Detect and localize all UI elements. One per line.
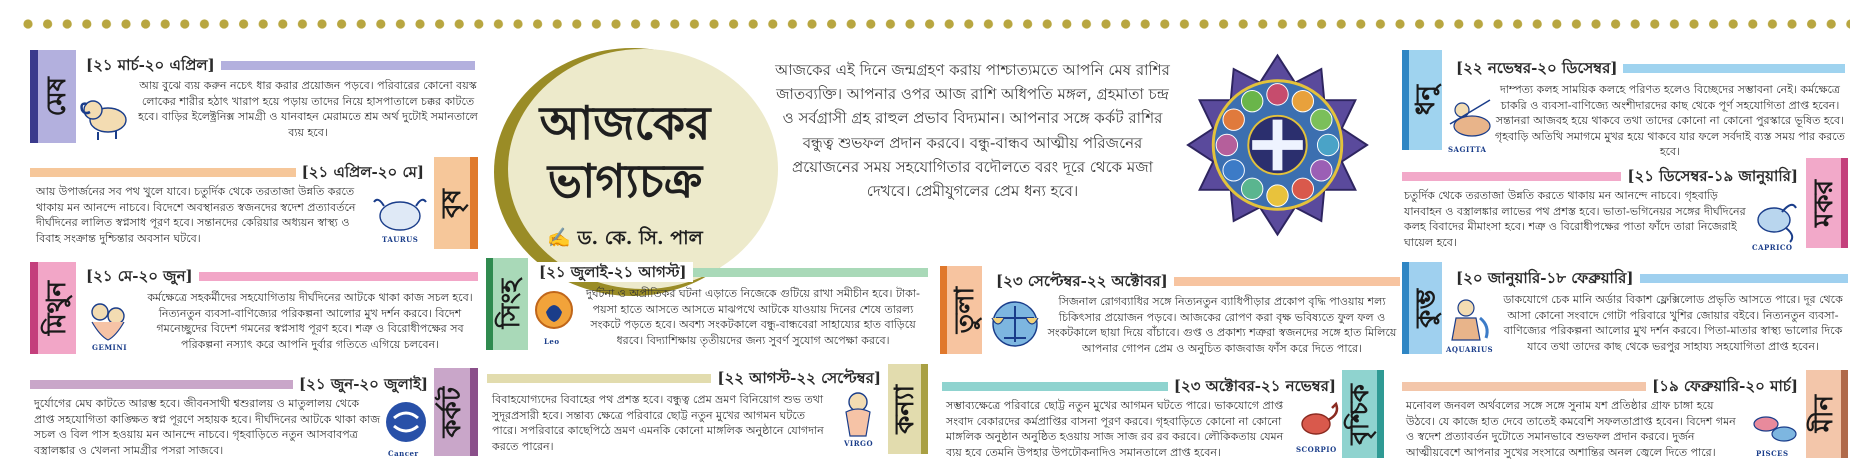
sign-header-brisha bbox=[30, 162, 430, 182]
intro-paragraph: আজকের এই দিনে জন্মগ্রহণ করায় পাশ্চাত্যমতে আপনি মেষ রাশির জাতব্যক্তি। আপনার ওপর আজ রাশি অধিপতি মঙ্গল, গ্রহমাতা চন্দ্র ও সর্বগ্রাসী গ্রহ রাহুল প্রভাব বিদ্যমান। আপনার সঙ্গে কর্কট রাশির বন্ধুত্ব শুভফল প্রদান করবে। বন্ধু-বান্ধব আত্মীয় পরিজনের প্রয়োজনের সময় সহযোগিতার বদৌলতে বরং দূরে থেকে মজা দেখবে। প্রেমীযুগলের প্রেম ধন্য হবে। bbox=[775, 61, 1170, 201]
sign-header-kanya bbox=[487, 368, 887, 388]
sign-header-tula bbox=[990, 271, 1400, 291]
sign-tab-mesh bbox=[30, 50, 76, 143]
sign-name-brishchik: বৃশ্চিক bbox=[1344, 383, 1375, 445]
aries-ram-icon bbox=[76, 90, 132, 142]
libra-scales-icon bbox=[984, 296, 1046, 354]
sign-text-kanya: বিবাহযোগ্যদের বিবাহের পথ প্রশস্ত হবে। বন্ধুত্ব প্রেম ভ্রমণ বিনিয়োগ শুভ তথা সুদূরপ্রসারী হবে। সন্তাব্য ক্ষেত্রে পরিবারে ছোট্ট নতুন মুখের আগমন ঘটতে পারে। সপরিবারে কাছেপিঠে ভ্রমণ এমনকি কোনো মাঙ্গলিক অনুষ্ঠানে যোগদান করতে পারেন। bbox=[492, 393, 824, 453]
color-bar-mithun bbox=[199, 272, 478, 281]
sign-tab-brishchik bbox=[1342, 370, 1384, 458]
color-bar-meen bbox=[1402, 382, 1646, 391]
color-bar-makar bbox=[1402, 172, 1621, 181]
sign-text-kumbha: ডাকযোগে চেক মানি অর্ডার বিকাশ ফ্লেক্সিলোড প্রভৃতি আসতে পারে। দূর থেকে আসা কোনো সংবাদে গোটা পরিবারে খুশির জোয়ার বইবে। নিত্যনতুন ব্যবসা-বাণিজ্যের পরিকল্পনা আলোর মুখ দর্শন করবে। পিতা-মাতার স্বাস্থ্য ভালোর দিকে যাবে তথা তাদের কাছ থেকে ভরপুর সাহায্য সহযোগিতা প্রাপ্ত হবেন। bbox=[1503, 293, 1843, 353]
color-bar-kumbha bbox=[1640, 274, 1848, 283]
scorpio-caption: SCORPIO bbox=[1296, 445, 1337, 454]
sagittarius-caption: SAGITTA bbox=[1448, 145, 1487, 154]
leo-lion-icon bbox=[530, 286, 578, 348]
sign-name-mesh: মেষ bbox=[42, 76, 72, 117]
sign-text-brishchik: সম্ভাব্যক্ষেত্রে পরিবারে ছোট্ট নতুন মুখের আগমন ঘটতে পারে। ভাকযোগে প্রাপ্ত সংবাদ বেকারদের কর্মপ্রাপ্তির বাসনা পূরণ করবে। গৃহবাড়িতে কোনো না কোনো মাঙ্গলিক অনুষ্ঠান অনুষ্ঠিত হওয়ায় সাজ সাজ রব রব করবে। লৌকিকতায় যেমন ব্যয় হবে তেমনি উপহার উপঢৌকনাদিও সমানতালে প্রাপ্ত হবেন। bbox=[946, 399, 1284, 459]
sign-header-mesh bbox=[80, 55, 475, 75]
author-name: ড. কে. সি. পাল bbox=[577, 227, 703, 249]
sign-dates-meen: [১৯ ফেব্রুয়ারি-২০ মার্চ] bbox=[1646, 376, 1804, 396]
taurus-caption: TAURUS bbox=[382, 235, 419, 244]
sign-header-meen bbox=[1402, 376, 1804, 396]
sign-tab-karkat bbox=[434, 368, 478, 456]
sagittarius-archer-icon bbox=[1444, 94, 1498, 154]
sign-text-mithun: কর্মক্ষেত্রে সহকর্মীদের সহযোগিতায় দীর্ঘদিনের আটকে থাকা কাজ সচল হবে। নিত্যনতুন ব্যবসা-বাণিজ্যের পরিকল্পনা আলোর মুখ দর্শন করবে। বিদেশ গমনেচ্ছুদের বিদেশ গমনের স্বপ্নসাধ পূরণ হবে। শত্রু ও বিরোধীপক্ষের সব পরিকল্পনা নস্যাৎ করে আপনি দুর্বার গতিতে এগিয়ে চলবেন। bbox=[147, 291, 473, 351]
sign-header-dhanu bbox=[1450, 58, 1845, 78]
sign-text-tula: সিজনাল রোগব্যাধির সঙ্গে নিত্যনতুন ব্যাধিপীড়ার প্রকোপ বৃদ্ধি পাওয়ায় শল্য চিকিৎসার প্রয়োজন পড়বে। আজকের রোপণ করা বৃক্ষ ভবিষ্যতে ফুল ফল ও সংকটকালে ছায়া দিয়ে বাঁচাবে। গুপ্ত ও প্রকাশ্য শত্রুরা স্বজনদের সঙ্গে হাত মিলিয়ে আপনার গোপন প্রেম ও অনুচিত কাজবাজ ফাঁস করে দিতে পারে। bbox=[1047, 295, 1397, 355]
sign-dates-kumbha: [২০ জানুয়ারি-১৮ ফেব্রুয়ারি] bbox=[1450, 268, 1640, 288]
capricorn-goat-icon bbox=[1748, 192, 1804, 252]
color-bar-brisha bbox=[30, 168, 296, 177]
sign-dates-karkat: [২১ জুন-২০ জুলাই] bbox=[293, 374, 434, 394]
sign-dates-dhanu: [২২ নভেম্বর-২০ ডিসেম্বর] bbox=[1450, 58, 1623, 78]
sign-dates-singha: [২১ জুলাই-২১ আগস্ট] bbox=[533, 262, 693, 282]
sign-dates-kanya: [২২ আগস্ট-২২ সেপ্টেম্বর] bbox=[711, 368, 887, 388]
pen-icon: ✍ bbox=[547, 227, 571, 249]
sign-header-brishchik bbox=[942, 376, 1342, 396]
sign-tab-brisha bbox=[434, 157, 478, 249]
cancer-crab-icon bbox=[380, 398, 432, 458]
color-bar-kanya bbox=[487, 374, 711, 383]
sign-text-dhanu: দাম্পত্য কলহ সাময়িক কলহে পরিণত হলেও বিচ্ছেদের সম্ভাবনা নেই। কর্মক্ষেত্রে চাকরি ও ব্যবসা-বাণিজ্যে অংশীদারদের কাছ থেকে পূর্ণ সহযোগিতা প্রাপ্ত হবেন। সন্তানরা আজবহ হয়ে থাকবে তথা তাদের কোনো না কোনো পুরস্কারে ভূষিত হবে। গৃহবাড়ি অতিথি সমাগমে মুখর হয়ে থাকবে যার ফলে সর্বদাই ব্যস্ত সময় পার করতে হবে। bbox=[1495, 83, 1845, 159]
sign-tab-makar bbox=[1806, 158, 1848, 248]
capricorn-caption: CAPRICO bbox=[1752, 243, 1793, 252]
sign-name-makar: মকর bbox=[1808, 179, 1839, 227]
scorpio-scorpion-icon bbox=[1292, 398, 1344, 456]
color-bar-singha bbox=[693, 268, 928, 277]
sign-dates-makar: [২১ ডিসেম্বর-১৯ জানুয়ারি] bbox=[1621, 166, 1804, 186]
sign-tab-meen bbox=[1806, 370, 1848, 458]
aquarius-waterbearer-icon bbox=[1444, 292, 1500, 354]
sign-name-kumbha: কুম্ভ bbox=[1410, 288, 1441, 328]
color-bar-tula bbox=[1174, 277, 1400, 286]
color-bar-dhanu bbox=[1623, 64, 1845, 73]
sign-name-dhanu: ধনু bbox=[1410, 84, 1441, 116]
gemini-twins-icon bbox=[80, 294, 138, 352]
sign-text-karkat: দুর্যোগের মেঘ কাটতে আরম্ভ হবে। জীবনসাথী শ্বশুরালয় ও মাতুলালয় থেকে প্রাপ্ত সহযোগিতা কাঙ্ক্ষিত স্বপ্ন পূরণে সহায়ক হবে। দীর্ঘদিনের আটকে থাকা কাজ সচল ও বিল পাস হওয়ায় মন আনন্দে নাচবে। গৃহবাড়িতে নতুন আসবাবপত্র বস্ত্রালঙ্কার ও খেলনা সামগ্রীর পসরা সাজবে। bbox=[34, 397, 381, 457]
sign-header-kumbha bbox=[1450, 268, 1848, 288]
sign-tab-dhanu bbox=[1402, 50, 1442, 150]
sign-header-makar bbox=[1402, 166, 1804, 186]
gemini-caption: GEMINI bbox=[92, 343, 128, 352]
sign-text-brisha: আয় উপার্জনের সব পথ খুলে যাবে। চতুর্দিক থেকে তরতাজা উন্নতি করতে থাকায় মন আনন্দে নাচবে। বিদেশে অবস্থানরত স্বজনদের স্বদেশ প্রত্যাবর্তনে দীর্ঘদিনের লালিত স্বপ্নসাধ পূরণ হবে। সন্তানদের কেরিয়ার অধ্যয়ন স্বাস্থ্য ও বিবাহ সংক্রান্ত দুশ্চিন্তার অবসান ঘটবে। bbox=[36, 185, 356, 245]
leo-caption: Leo bbox=[544, 337, 560, 346]
title-line-2: ভাগ্যচক্র bbox=[547, 154, 703, 208]
virgo-maiden-icon bbox=[832, 386, 886, 448]
sign-dates-brishchik: [২৩ অক্টোবর-২১ নভেম্বর] bbox=[1168, 376, 1342, 396]
sign-text-mesh: আয় বুঝে ব্যয় করুন নচেৎ ধার করার প্রয়োজন পড়বে। পরিবারের কোনো বয়স্ক লোকের শারীর হঠাৎ খারাপ হয়ে পড়ায় তাদের নিয়ে হাসপাতালে চক্কর কাটতে হবে। বাড়ির ইলেক্ট্রনিক্স সামগ্রী ও যানবাহন মেরামতে শ্রম অর্থ দুটোই সমানতালে ব্যয় হবে। bbox=[138, 79, 478, 139]
sign-dates-tula: [২৩ সেপ্টেম্বর-২২ অক্টোবর] bbox=[990, 271, 1174, 291]
sign-tab-mithun bbox=[30, 262, 76, 354]
sign-tab-kumbha bbox=[1402, 262, 1442, 354]
sign-text-makar: চতুর্দিক থেকে তরতাজা উন্নতি করতে থাকায় মন আনন্দে নাচবে। গৃহবাড়ি যানবাহন ও বস্ত্রালঙ্কার লাভের পথ প্রশস্ত হবে। ভাতা-ভগিনেয়র সঙ্গের দীর্ঘদিনের কলহ বিবাদের মীমাংসা হবে। শত্রু ও বিরোধীপক্ষের পাতা ফাঁদে তারা নিজেরাই ঘায়েল হবে। bbox=[1404, 189, 1746, 249]
sign-header-mithun bbox=[80, 266, 478, 286]
sign-tab-singha bbox=[486, 258, 528, 350]
dotted-border bbox=[22, 18, 1850, 30]
taurus-bull-icon bbox=[372, 188, 430, 244]
sign-dates-mesh: [২১ মার্চ-২০ এপ্রিল] bbox=[80, 55, 221, 75]
aquarius-caption: AQUARIUS bbox=[1446, 345, 1494, 354]
author-line bbox=[547, 224, 703, 256]
title-line-1: আজকের bbox=[539, 96, 711, 150]
sign-name-brisha: বৃষ bbox=[437, 188, 467, 218]
sign-name-tula: তুলা bbox=[949, 286, 980, 334]
sign-dates-brisha: [২১ এপ্রিল-২০ মে] bbox=[296, 162, 430, 182]
zodiac-wheel-icon bbox=[1185, 50, 1370, 240]
sign-header-karkat bbox=[30, 374, 434, 394]
sign-text-singha: দুর্ঘটনা ও অপ্রীতিকর ঘটনা এড়াতে নিজেকে গুটিয়ে রাখা সমীচীন হবে। টাকা-পয়সা হাতে আসতে আসতে মাঝপথে আটকে যাওয়ায় দিনের শেষে তারল্য সংকটে পড়তে হবে। অবশ্য সংকটকালে বন্ধু-বান্ধবেরা সাহায্যের হাত বাড়িয়ে ধরবে। বিদ্যাশিক্ষায় তৃতীয়দের জন্য সুবর্ণ সুযোগ অপেক্ষা করবে। bbox=[585, 287, 921, 347]
color-bar-karkat bbox=[30, 380, 293, 389]
pisces-fish-icon bbox=[1746, 402, 1804, 458]
sign-tab-tula bbox=[940, 266, 982, 354]
sign-name-kanya: কন্যা bbox=[889, 384, 920, 434]
virgo-caption: VIRGO bbox=[844, 439, 874, 448]
cancer-caption: Cancer bbox=[388, 449, 419, 458]
sign-header-singha bbox=[533, 262, 928, 282]
color-bar-mesh bbox=[221, 61, 475, 70]
sign-tab-kanya bbox=[888, 364, 928, 454]
sign-text-meen: মনোবল জনবল অর্থবলের সঙ্গে সঙ্গে সুনাম যশ প্রতিষ্ঠার গ্রাফ চাঙ্গা হয়ে উঠবে। যে কাজে হাত দেবে তাতেই কমবেশি সফলতাপ্রাপ্ত হবেন। বিদেশ গমন ও স্বদেশ প্রত্যাবর্তন দুটোতে সমানভাবে শুভফল প্রদান করবে। দুর্জন আত্মীয়বেশে আপনার সুখের সংসারে অশান্তির অনল জ্বেলে দিতে পারে। bbox=[1406, 399, 1736, 459]
color-bar-brishchik bbox=[942, 382, 1168, 391]
sign-dates-mithun: [২১ মে-২০ জুন] bbox=[80, 266, 199, 286]
sign-name-meen: মীন bbox=[1808, 395, 1839, 433]
pisces-caption: PISCES bbox=[1756, 449, 1789, 458]
sign-name-mithun: মিথুন bbox=[42, 280, 72, 336]
sign-name-singha: সিংহ bbox=[495, 279, 526, 329]
sign-name-karkat: কর্কট bbox=[437, 386, 467, 438]
